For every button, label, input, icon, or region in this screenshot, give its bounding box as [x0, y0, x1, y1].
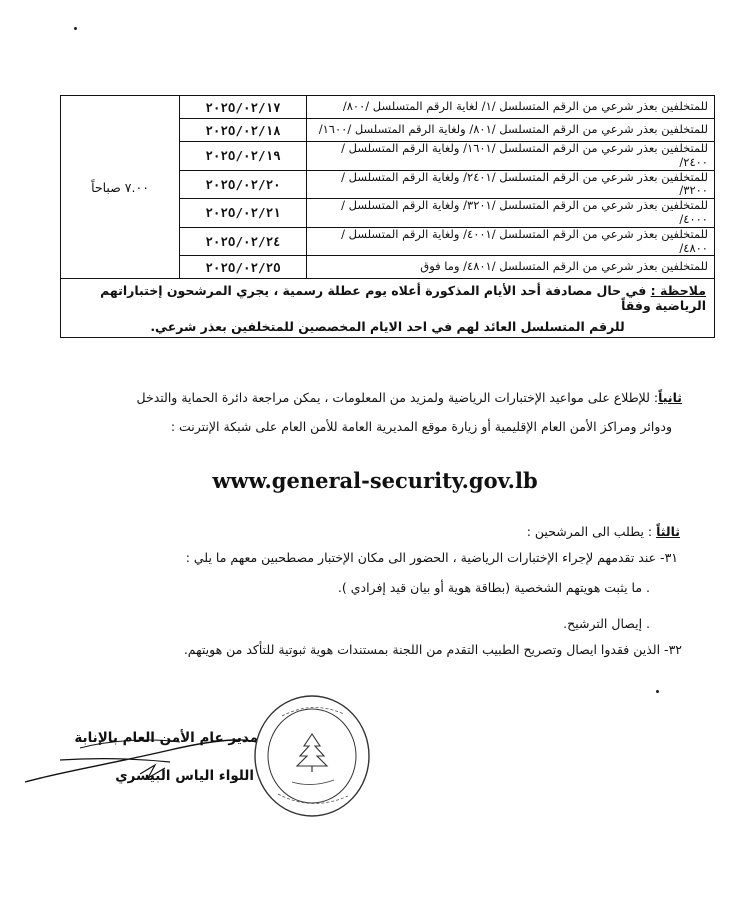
note-line-1	[69, 283, 706, 313]
row-description: للمتخلفين بعذر شرعي من الرقم المتسلسل /١٦٠١/ ولغاية الرقم المتسلسل /٢٤٠٠/	[307, 142, 715, 171]
row-date: ٢٠٢٥/٠٢/٢٤	[180, 227, 307, 256]
row-date: ٢٠٢٥/٠٢/٢١	[180, 199, 307, 228]
website-url: www.general-security.gov.lb	[212, 468, 538, 493]
second-section-line-2: ودوائر ومراكز الأمن العام الإقليمية أو زيارة موقع المديرية العامة للأمن العام على شبكة الإنترنت :	[170, 419, 672, 434]
row-description: للمتخلفين بعذر شرعي من الرقم المتسلسل /٢٤٠١/ ولغاية الرقم المتسلسل /٣٢٠٠/	[307, 170, 715, 199]
official-seal-stamp	[252, 694, 372, 819]
item-31-bullet-id: . ما يثبت هويتهم الشخصية (بطاقة هوية أو بيان قيد إفرادي ).	[337, 580, 650, 595]
row-date: ٢٠٢٥/٠٢/٢٥	[180, 256, 307, 279]
item-32: ٣٢- الذين فقدوا ايصال وتصريح الطبيب التقدم من اللجنة بمستندات هوية ثبوتية للتأكد من هويتهم.	[183, 642, 682, 657]
third-heading-text: : يطلب الى المرشحين :	[526, 524, 653, 539]
signatory-title: مدير عام الأمن العام بالإنابة	[74, 730, 258, 746]
item-31: ٣١- عند تقدمهم لإجراء الإختبارات الرياضية ، الحضور الى مكان الإختبار مصطحبين معهم ما يلي :	[185, 550, 678, 565]
note-label: ملاحظة :	[650, 282, 706, 298]
row-description: للمتخلفين بعذر شرعي من الرقم المتسلسل /٤٨٠١/ وما فوق	[307, 256, 715, 279]
row-date: ٢٠٢٥/٠٢/١٨	[180, 119, 307, 142]
note-text-1: في حال مصادفة أحد الأيام المذكورة أعلاه يوم عطلة رسمية ، يجري المرشحون إختباراتهم الرياضية وفقاً	[100, 282, 706, 313]
table-row	[61, 96, 715, 119]
third-label: ثالثاً	[656, 524, 680, 539]
row-date: ٢٠٢٥/٠٢/٢٠	[180, 170, 307, 199]
row-description: للمتخلفين بعذر شرعي من الرقم المتسلسل /٤٠٠١/ ولغاية الرقم المتسلسل /٤٨٠٠/	[307, 227, 715, 256]
note-text-2: للرقم المتسلسل العائد لهم في احد الايام المخصصين للمتخلفين بعذر شرعي.	[150, 318, 625, 334]
third-section-heading	[527, 524, 680, 539]
exam-time: ٧.٠٠ صباحاً	[61, 96, 180, 279]
signatory-name: اللواء الياس البيسري	[115, 768, 254, 784]
row-description: للمتخلفين بعذر شرعي من الرقم المتسلسل /١/ لغاية الرقم المتسلسل /٨٠٠/	[307, 96, 715, 119]
row-description: للمتخلفين بعذر شرعي من الرقم المتسلسل /٣٢٠١/ ولغاية الرقم المتسلسل /٤٠٠٠/	[307, 199, 715, 228]
second-section-line-1	[137, 390, 683, 405]
exam-schedule-table	[60, 95, 715, 338]
scan-speck	[74, 27, 77, 30]
item-31-bullet-receipt: . إيصال الترشيح.	[563, 616, 650, 631]
second-line-1-text: : للإطلاع على مواعيد الإختبارات الرياضية ولمزيد من المعلومات ، يمكن مراجعة دائرة الحماية والتدخل	[136, 390, 659, 405]
row-description: للمتخلفين بعذر شرعي من الرقم المتسلسل /٨٠١/ ولغاية الرقم المتسلسل /١٦٠٠/	[307, 119, 715, 142]
note-row	[61, 279, 715, 338]
schedule-note	[61, 279, 715, 338]
scan-speck	[656, 690, 659, 693]
row-date: ٢٠٢٥/٠٢/١٧	[180, 96, 307, 119]
second-label: ثانياً	[658, 390, 682, 405]
row-date: ٢٠٢٥/٠٢/١٩	[180, 142, 307, 171]
